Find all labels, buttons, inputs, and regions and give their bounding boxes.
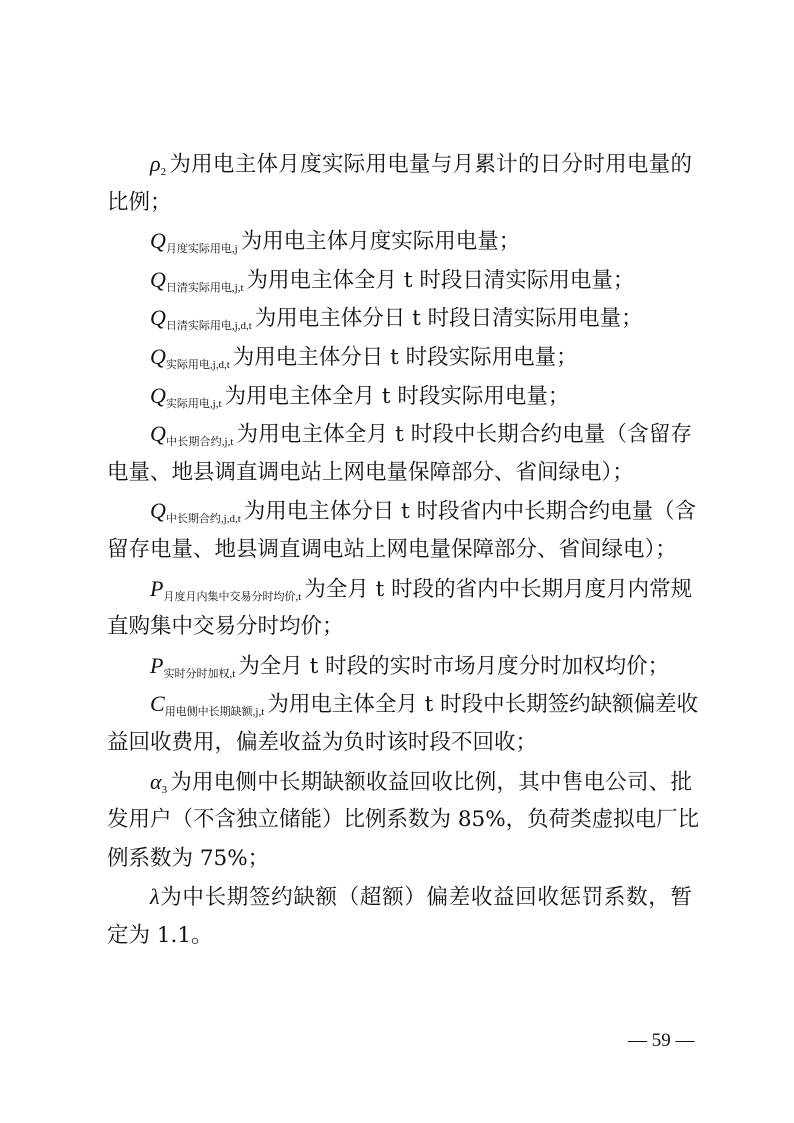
- symbol-subscript: 中长期合约,j,t: [165, 436, 234, 449]
- definition-paragraph: [107, 338, 692, 377]
- line-text: 为全月 t 时段的实时市场月度分时加权均价；: [238, 653, 670, 679]
- symbol: Q: [150, 305, 166, 331]
- text-line: [107, 338, 692, 377]
- symbol: α: [150, 768, 162, 794]
- symbol-subscript: 3: [161, 783, 168, 796]
- line-text: 例系数为 75%；: [107, 845, 270, 871]
- line-text: 益回收费用，偏差收益为负时该时段不回收；: [107, 729, 538, 755]
- line-text: 比例；: [107, 189, 172, 215]
- symbol: Q: [150, 266, 166, 292]
- symbol-subscript: 用电侧中长期缺额,j,t: [164, 706, 265, 719]
- definition-paragraph: [107, 492, 697, 569]
- text-line: [107, 222, 692, 261]
- symbol: P: [150, 575, 164, 601]
- line-text: 为用电主体全月 t 时段日清实际用电量；: [246, 267, 635, 293]
- line-text: 为用电主体全月 t 时段中长期合约电量（含留存: [236, 422, 692, 448]
- line-text: 为中长期签约缺额（超额）偏差收益回收惩罚系数，暂: [159, 885, 692, 911]
- definition-paragraph: [107, 685, 699, 762]
- symbol-subscript: 实际用电,j,d,t: [165, 358, 230, 371]
- line-text: 为用电侧中长期缺额收益回收比例，其中售电公司、批: [170, 769, 692, 795]
- text-line: [107, 840, 692, 879]
- line-text: 留存电量、地县调直调电站上网电量保障部分、省间绿电）；: [107, 536, 677, 562]
- symbol: Q: [150, 382, 166, 408]
- symbol-subscript: 日清实际用电,j,d,t: [165, 320, 252, 333]
- line-text: 为用电主体全月 t 时段实际用电量；: [224, 383, 570, 409]
- text-line: [107, 608, 692, 647]
- definition-paragraph: [107, 878, 692, 955]
- text-line: [107, 145, 692, 184]
- line-text: 为用电主体分日 t 时段实际用电量；: [232, 344, 578, 370]
- text-line: [107, 763, 692, 802]
- text-line: [107, 492, 697, 531]
- line-text: 为用电主体月度实际用电量；: [240, 229, 521, 255]
- symbol-subscript: 月度实际用电,j: [165, 243, 238, 256]
- line-text: 电量、地县调直调电站上网电量保障部分、省间绿电）；: [107, 459, 634, 485]
- text-line: [107, 415, 692, 454]
- symbol-subscript: 日清实际用电,j,t: [165, 281, 244, 294]
- definition-paragraph: [107, 415, 692, 492]
- definition-paragraph: [107, 222, 692, 261]
- definition-paragraph: [107, 570, 692, 647]
- text-line: [107, 377, 692, 416]
- symbol: Q: [150, 343, 166, 369]
- text-line: [107, 531, 692, 570]
- symbol: Q: [150, 498, 166, 524]
- text-line: [107, 261, 692, 300]
- symbol: Q: [150, 228, 166, 254]
- symbol-subscript: 月度月内集中交易分时均价,t: [163, 590, 302, 603]
- definition-paragraph: [107, 299, 692, 338]
- document-body: [107, 145, 700, 955]
- text-line: [107, 454, 692, 493]
- page-number: — 59 —: [628, 1030, 695, 1051]
- text-line: [107, 878, 692, 917]
- symbol-subscript: 2: [160, 166, 167, 178]
- definition-paragraph: [107, 763, 700, 879]
- definition-paragraph: [107, 377, 692, 416]
- text-line: [107, 299, 692, 338]
- line-text: 为用电主体分日 t 时段省内中长期合约电量（含: [243, 499, 697, 525]
- symbol: λ: [150, 884, 160, 910]
- line-text: 为用电主体全月 t 时段中长期签约缺额偏差收: [267, 692, 699, 718]
- text-line: [107, 801, 700, 840]
- text-line: [107, 724, 692, 763]
- symbol-subscript: 中长期合约,j,d,t: [165, 513, 241, 526]
- symbol-subscript: 实际用电,j,t: [165, 397, 222, 410]
- line-text: 为用电主体月度实际用电量与月累计的日分时用电量的: [169, 152, 692, 177]
- text-line: [107, 570, 692, 609]
- line-text: 定为 1.1。: [107, 922, 213, 948]
- symbol: C: [150, 691, 165, 717]
- definition-paragraph: [107, 261, 692, 300]
- text-line: [107, 647, 692, 686]
- line-text: 发用户（不含独立储能）比例系数为 85%，负荷类虚拟电厂比: [107, 807, 700, 833]
- line-text: 直购集中交易分时均价；: [107, 614, 344, 640]
- text-line: [107, 184, 692, 223]
- line-text: 为全月 t 时段的省内中长期月度月内常规: [304, 576, 693, 602]
- definition-paragraph: [107, 647, 692, 686]
- symbol: ρ: [150, 151, 161, 176]
- definition-paragraph: [107, 145, 692, 222]
- text-line: [107, 917, 692, 956]
- symbol: Q: [150, 421, 166, 447]
- symbol-subscript: 实时分时加权,t: [163, 667, 236, 680]
- line-text: 为用电主体分日 t 时段日清实际用电量；: [254, 306, 643, 332]
- text-line: [107, 685, 699, 724]
- symbol: P: [150, 652, 164, 678]
